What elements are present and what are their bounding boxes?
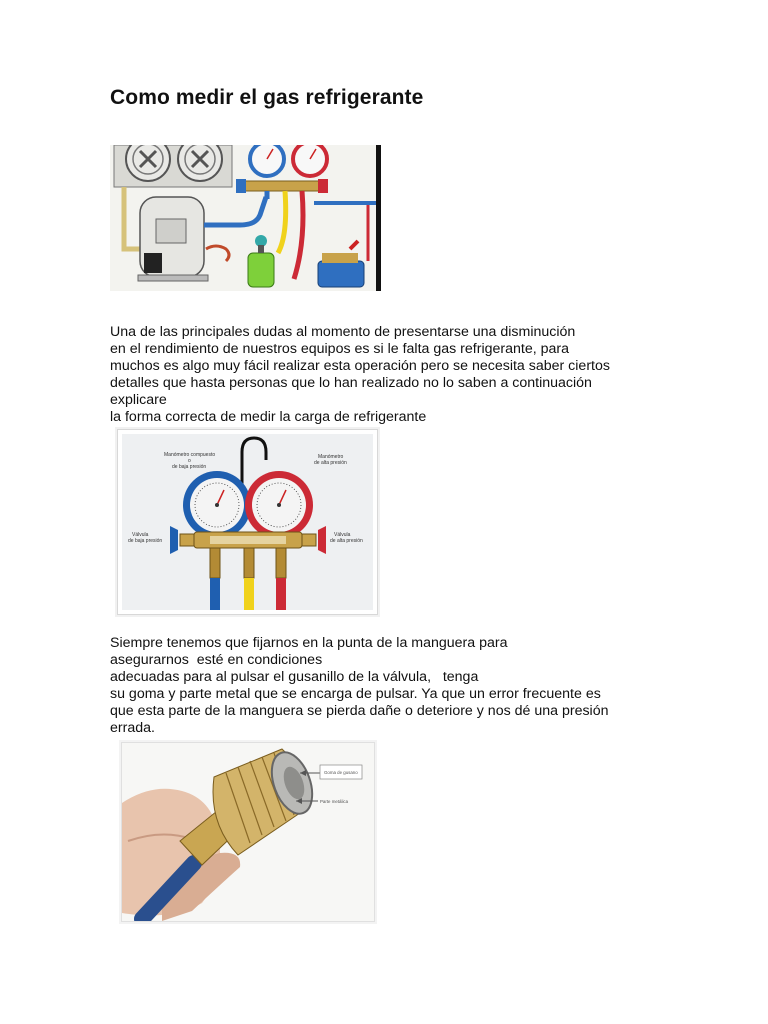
intro-line-3: muchos es algo muy fácil realizar esta operación pero se necesita saber ciertos — [110, 358, 610, 375]
page-title: Como medir el gas refrigerante — [110, 86, 424, 109]
high-gauge-label-1: Manómetro — [318, 454, 344, 460]
photo-label-2: Parte metálica — [320, 799, 349, 804]
low-valve-label-2: de baja presión — [128, 538, 163, 544]
intro-line-5: explicare — [110, 392, 167, 409]
photo-label-1: Goma de gusano — [324, 770, 358, 775]
hose-tip-paragraph — [110, 635, 710, 738]
high-gauge-label-2: de alta presión — [314, 460, 347, 466]
low-gauge-label-3: de baja presión — [172, 464, 207, 470]
hose-line-2: asegurarnos esté en condiciones — [110, 652, 323, 669]
intro-line-2: en el rendimiento de nuestros equipos es si le falta gas refrigerante, para — [110, 341, 570, 358]
intro-line-4: detalles que hasta personas que lo han realizado no lo saben a continuación — [110, 375, 592, 392]
intro-paragraph — [110, 324, 710, 427]
ac-system-illustration — [110, 145, 381, 291]
manifold-gauge-diagram — [117, 429, 378, 615]
hose-tip-photo — [121, 742, 375, 922]
hose-line-5: que esta parte de la manguera se pierda dañe o deteriore y nos dé una presión — [110, 703, 609, 720]
hose-line-6: errada. — [110, 720, 155, 737]
hose-line-1: Siempre tenemos que fijarnos en la punta de la manguera para — [110, 635, 508, 651]
hose-line-3: adecuadas para al pulsar el gusanillo de la válvula, tenga — [110, 669, 479, 686]
low-valve-label-1: Válvula — [132, 532, 149, 538]
low-gauge-label-1: Manómetro compuesto — [164, 452, 216, 458]
low-gauge-label-2: o — [188, 458, 191, 464]
high-valve-label-2: de alta presión — [330, 538, 363, 544]
intro-line-6: la forma correcta de medir la carga de refrigerante — [110, 409, 427, 426]
intro-line-1: Una de las principales dudas al momento de presentarse una disminución — [110, 324, 576, 340]
hose-line-4: su goma y parte metal que se encarga de pulsar. Ya que un error frecuente es — [110, 686, 601, 703]
high-valve-label-1: Válvula — [334, 532, 351, 538]
